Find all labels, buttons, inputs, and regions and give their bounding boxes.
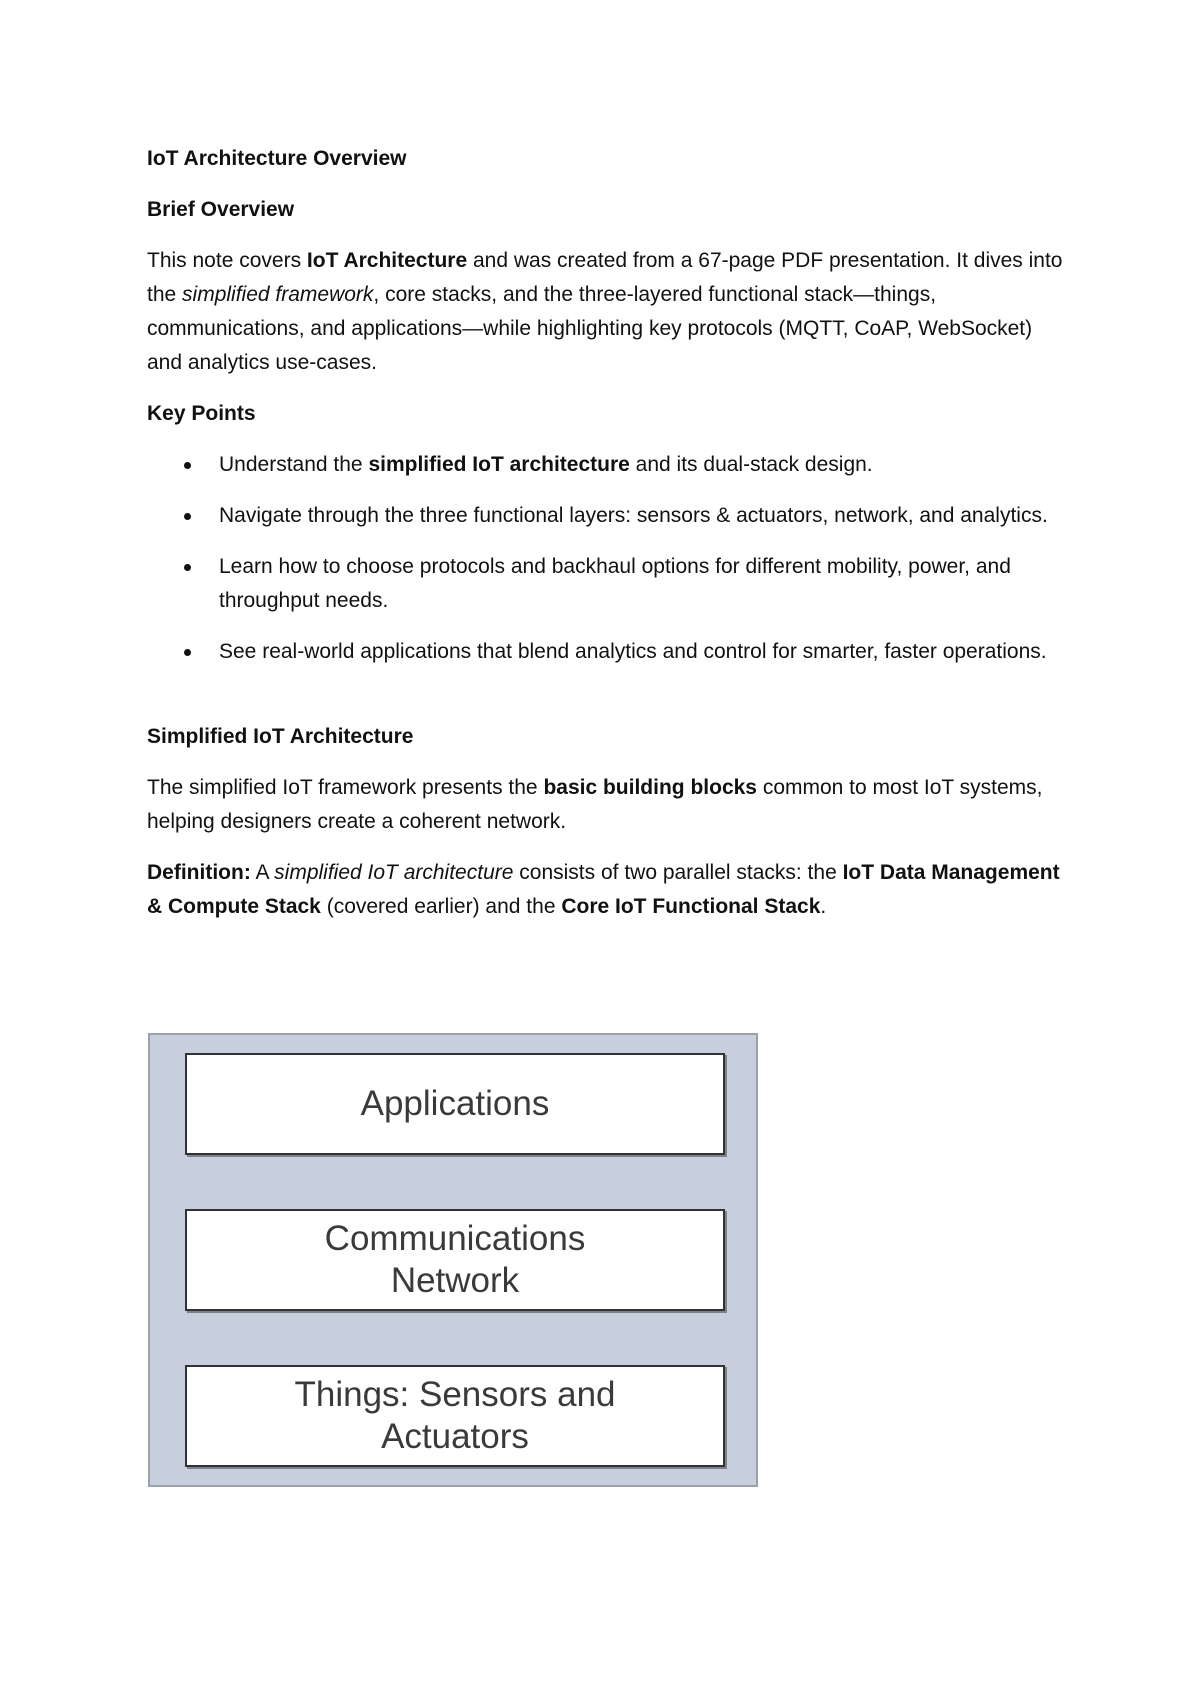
section-heading: Simplified IoT Architecture [147, 725, 414, 748]
key-points-heading: Key Points [147, 402, 256, 425]
communications-network-layer: Communications Network [185, 1209, 725, 1311]
bullet-icon [184, 513, 191, 520]
list-item: Learn how to choose protocols and backhaul options for different mobility, power, and throughput needs. [147, 550, 1067, 618]
things-layer: Things: Sensors and Actuators [185, 1365, 725, 1467]
document-title: IoT Architecture Overview [147, 147, 407, 170]
list-item: Navigate through the three functional layers: sensors & actuators, network, and analytics. [147, 499, 1067, 533]
intro-paragraph: This note covers IoT Architecture and was created from a 67-page PDF presentation. It dives into the simplified framework, core stacks, and the three-layered functional stack—things, communications, and applications—while highlighting key protocols (MQTT, CoAP, WebSocket) and analytics use-cases. [147, 249, 1063, 374]
bullet-icon [184, 462, 191, 469]
brief-overview-heading: Brief Overview [147, 198, 295, 221]
section-paragraph: The simplified IoT framework presents the basic building blocks common to most IoT systems, helping designers create a coherent network. [147, 776, 1043, 833]
bullet-icon [184, 649, 191, 656]
applications-layer: Applications [185, 1053, 725, 1155]
key-points-list [147, 448, 1067, 669]
bullet-icon [184, 564, 191, 571]
iot-stack-diagram [148, 1033, 758, 1487]
definition-paragraph: Definition: A simplified IoT architecture consists of two parallel stacks: the IoT Data Management & Compute Stack (covered earlier) and the Core IoT Functional Stack. [147, 861, 1060, 918]
list-item: Understand the simplified IoT architecture and its dual-stack design. [147, 448, 1067, 482]
document-body [147, 142, 1067, 924]
list-item: See real-world applications that blend analytics and control for smarter, faster operations. [147, 635, 1067, 669]
